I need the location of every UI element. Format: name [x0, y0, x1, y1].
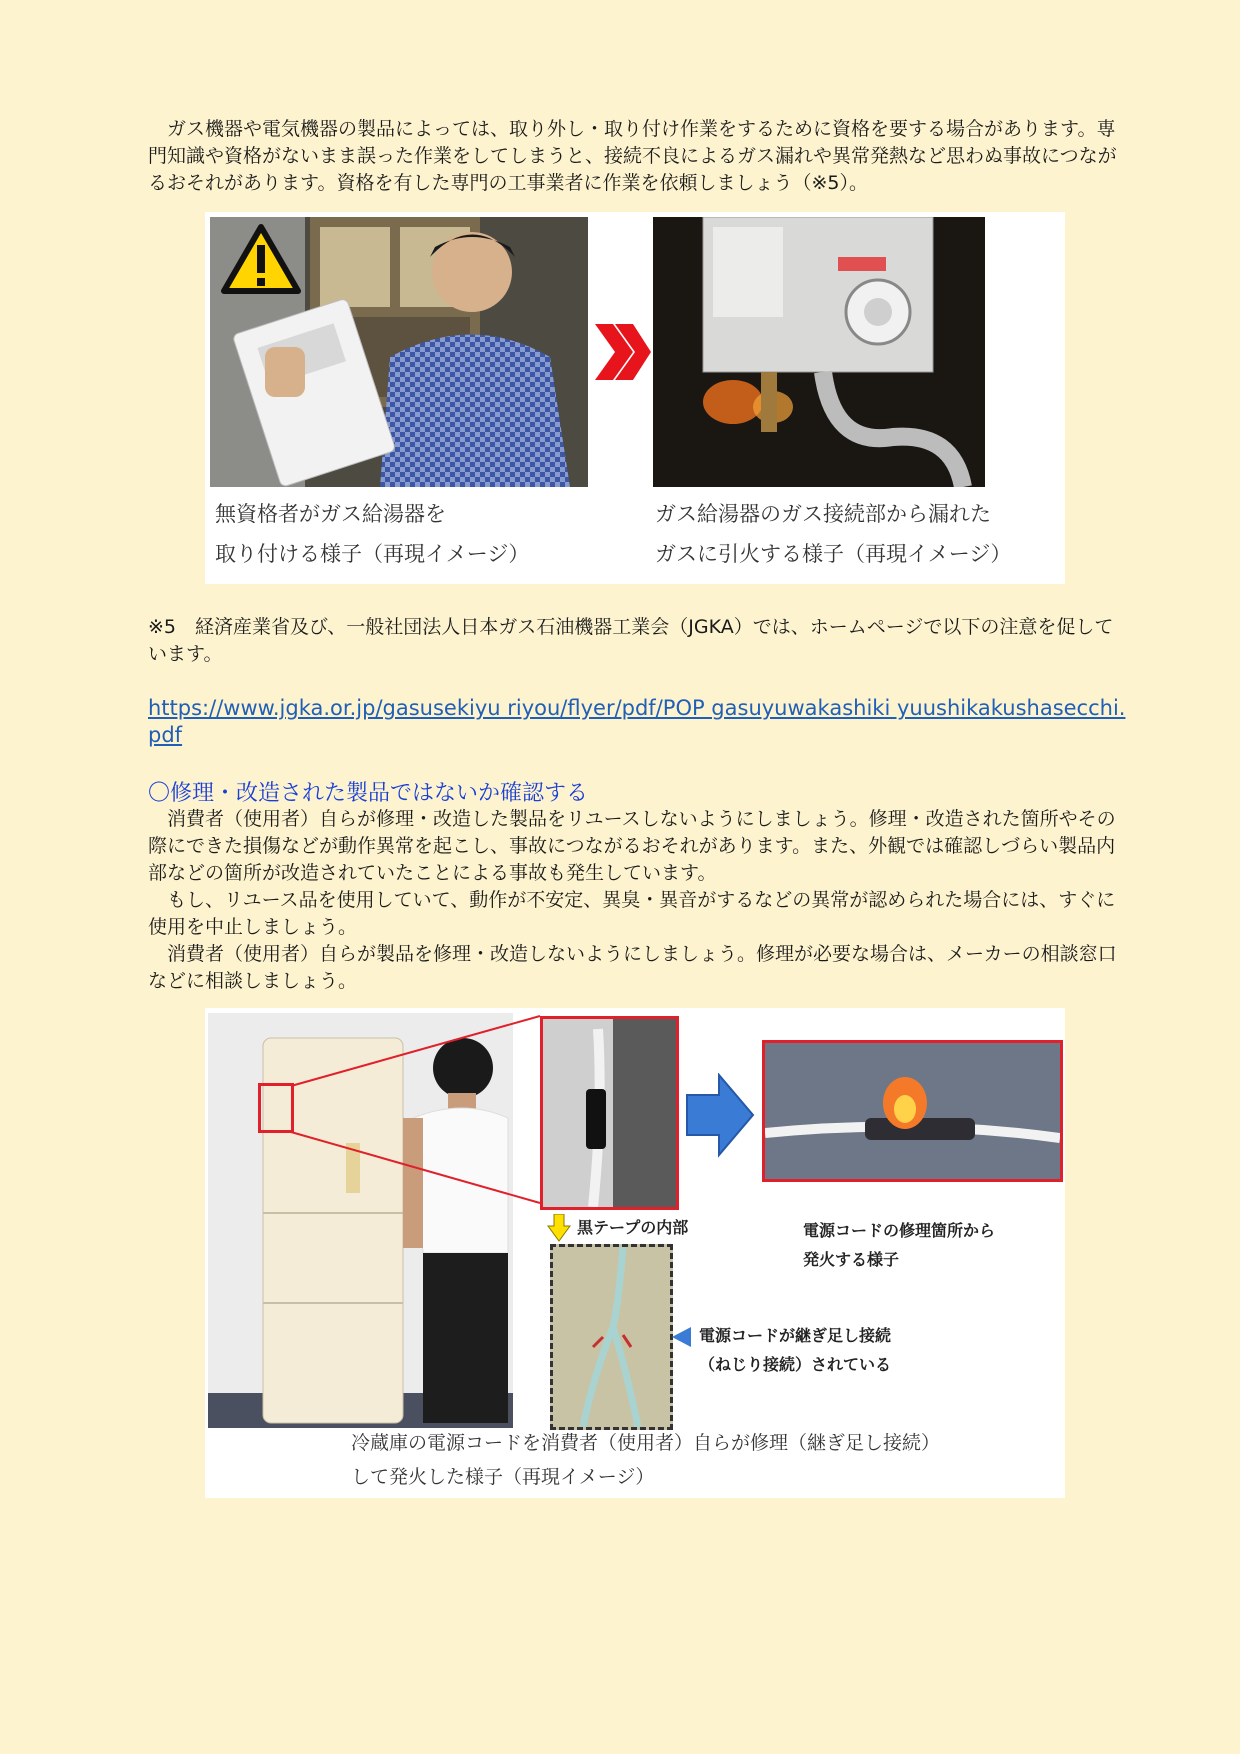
fire-caption-line2: 発火する様子: [803, 1250, 900, 1269]
left-caption-line2: 取り付ける様子（再現イメージ）: [215, 542, 530, 566]
double-chevron-right-icon: [593, 322, 653, 382]
photo-twisted-wire: [550, 1244, 673, 1430]
blue-arrow-right-icon: [685, 1073, 755, 1158]
jgka-link[interactable]: https://www.jgka.or.jp/gasusekiyu riyou/flyer/pdf/POP gasuyuwakashiki yuushikakushasecchi.pdf: [148, 696, 1126, 747]
figure-refrigerator: [205, 1008, 1065, 1498]
section-paragraph-1: 消費者（使用者）自らが修理・改造した製品をリユースしないようにしましょう。修理・改造された箇所やその際にできた損傷などが動作異常を起こし、事故につながるおそれがあります。また、外観では確認しづらい製品内部などの箇所が改造されていたことによる事故も発生しています。: [148, 808, 1116, 884]
section-paragraph-3: 消費者（使用者）自らが製品を修理・改造しないようにしましょう。修理が必要な場合は、メーカーの相談窓口などに相談しましょう。: [148, 943, 1117, 992]
figure-gas-heater: [205, 212, 1065, 584]
photo-taped-cord: [540, 1016, 679, 1210]
right-caption-line2: ガスに引火する様子（再現イメージ）: [655, 542, 1012, 566]
twist-caption-line1: 電源コードが継ぎ足し接続: [699, 1326, 892, 1345]
main-caption-line2: して発火した様子（再現イメージ）: [351, 1466, 655, 1488]
tape-label: 黒テープの内部: [577, 1218, 689, 1237]
intro-paragraph: ガス機器や電気機器の製品によっては、取り外し・取り付け作業をするために資格を要する場合があります。専門知識や資格がないまま誤った作業をしてしまうと、接続不良によるガス漏れや異常発熱など思わぬ事故につながるおそれがあります。資格を有した専門の工事業者に作業を依頼しましょう（※5）。: [148, 118, 1117, 194]
photo-gas-ignition: [653, 217, 985, 487]
yellow-arrow-down-icon: [547, 1214, 571, 1242]
photo-cord-fire: [762, 1040, 1063, 1182]
blue-triangle-left-icon: [670, 1326, 692, 1348]
photo-installing-heater: [210, 217, 588, 487]
section-heading: 〇修理・改造された製品ではないか確認する: [148, 781, 589, 806]
twist-caption-line2: （ねじり接続）されている: [699, 1355, 892, 1374]
fire-caption-line1: 電源コードの修理箇所から: [803, 1221, 996, 1240]
main-caption-line1: 冷蔵庫の電源コードを消費者（使用者）自らが修理（継ぎ足し接続）: [351, 1432, 941, 1454]
section-paragraph-2: もし、リユース品を使用していて、動作が不安定、異臭・異音がするなどの異常が認められた場合には、すぐに使用を中止しましょう。: [148, 889, 1116, 938]
warning-triangle-icon: [220, 223, 302, 295]
right-caption-line1: ガス給湯器のガス接続部から漏れた: [655, 502, 991, 526]
left-caption-line1: 無資格者がガス給湯器を: [215, 502, 446, 526]
note-text: ※5 経済産業省及び、一般社団法人日本ガス石油機器工業会（JGKA）では、ホームページで以下の注意を促しています。: [148, 616, 1114, 665]
